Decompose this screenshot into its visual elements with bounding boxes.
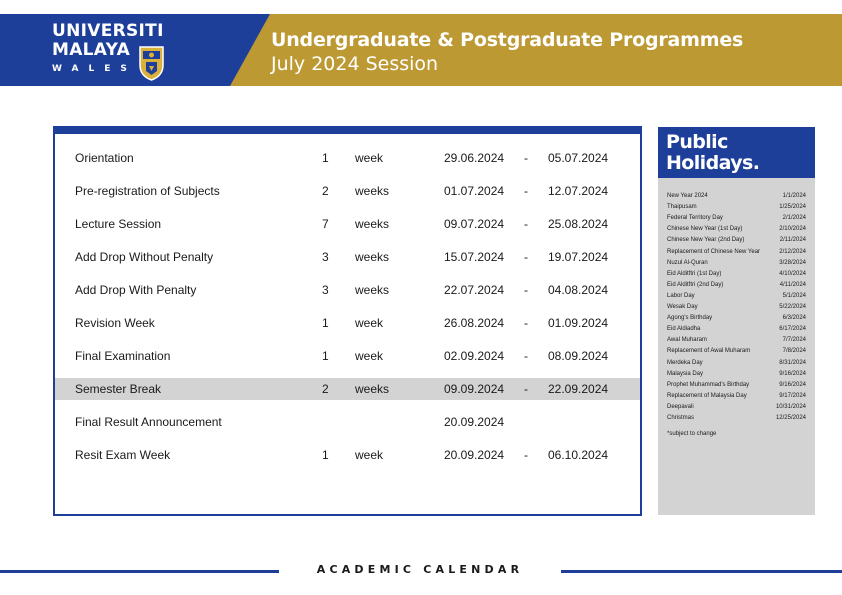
footer-rule-right: [561, 570, 842, 573]
logo-text-wales: WALES: [52, 64, 137, 74]
holiday-date: 4/11/2024: [779, 281, 806, 288]
holiday-date: 12/25/2024: [775, 415, 806, 421]
duration-count: 3: [322, 283, 329, 297]
duration-count: 1: [322, 448, 329, 462]
end-date: 01.09.2024: [548, 316, 609, 330]
duration-unit: weeks: [355, 184, 390, 198]
duration-unit: weeks: [355, 283, 390, 297]
holiday-row: [667, 402, 806, 413]
date-separator: -: [524, 349, 528, 363]
duration-count: 3: [322, 250, 329, 264]
holiday-name: Awal Muharam: [667, 337, 707, 344]
start-date: 29.06.2024: [444, 151, 505, 165]
holiday-date: 1/25/2024: [779, 204, 806, 211]
page-subtitle: July 2024 Session: [271, 53, 439, 75]
activity-name: Add Drop With Penalty: [75, 283, 197, 297]
end-date: 22.09.2024: [548, 382, 609, 396]
holiday-name: Federal Territory Day: [667, 215, 723, 222]
schedule-row: [55, 444, 640, 466]
date-separator: -: [524, 151, 528, 165]
activity-name: Pre-registration of Subjects: [75, 184, 220, 198]
end-date: 05.07.2024: [548, 151, 609, 165]
holiday-name: Replacement of Awal Muharam: [667, 348, 751, 355]
start-date: 20.09.2024: [444, 448, 505, 462]
holiday-name: Replacement of Malaysia Day: [667, 392, 747, 399]
holiday-name: Merdeka Day: [667, 359, 703, 366]
duration-count: 1: [322, 316, 329, 330]
crest-icon: [138, 45, 165, 81]
holiday-row: [667, 202, 806, 213]
holiday-row: [667, 235, 806, 246]
holiday-date: 2/10/2024: [779, 226, 806, 233]
end-date: 12.07.2024: [548, 184, 609, 198]
page-title: Undergraduate & Postgraduate Programmes: [271, 29, 744, 51]
holiday-date: 2/11/2024: [779, 237, 806, 244]
duration-unit: weeks: [355, 382, 390, 396]
activity-name: Orientation: [75, 151, 134, 165]
holiday-row: [667, 247, 806, 258]
holiday-row: [667, 258, 806, 269]
holidays-title-line2: Holidays.: [666, 152, 760, 174]
start-date: 09.09.2024: [444, 382, 505, 396]
start-date: 20.09.2024: [444, 415, 505, 429]
holiday-date: 8/31/2024: [779, 359, 806, 366]
university-logo: [52, 21, 232, 81]
duration-unit: weeks: [355, 250, 390, 264]
holiday-name: Eid Alditftri (2nd Day): [667, 281, 724, 288]
schedule-row: [55, 246, 640, 268]
holiday-row: [667, 291, 806, 302]
activity-name: Semester Break: [75, 382, 162, 396]
end-date: 04.08.2024: [548, 283, 609, 297]
holiday-date: 2/12/2024: [779, 248, 806, 255]
holiday-date: 6/17/2024: [779, 326, 806, 333]
schedule-panel: [53, 126, 642, 516]
duration-count: 2: [322, 184, 329, 198]
schedule-row: [55, 411, 640, 433]
holiday-name: Prophet Muhammad's Birthday: [667, 381, 750, 388]
header-title-block: [271, 28, 743, 76]
holiday-name: Chinese New Year (1st Day): [667, 226, 743, 233]
footer-label: ACADEMIC CALENDAR: [316, 563, 524, 576]
duration-unit: week: [355, 349, 384, 363]
holiday-date: 7/8/2024: [782, 348, 806, 355]
duration-unit: week: [355, 448, 384, 462]
holiday-row: [667, 280, 806, 291]
start-date: 01.07.2024: [444, 184, 505, 198]
logo-text-malaya: MALAYA: [52, 40, 131, 60]
holidays-header: [658, 127, 815, 178]
schedule-row-highlighted: [55, 378, 640, 400]
date-separator: -: [524, 316, 528, 330]
holiday-date: 9/16/2024: [779, 370, 806, 377]
holiday-row: [667, 213, 806, 224]
date-separator: -: [524, 382, 528, 396]
holiday-row: [667, 369, 806, 380]
holiday-name: Replacement of Chinese New Year: [667, 248, 761, 255]
holiday-row: [667, 269, 806, 280]
holiday-date: 6/3/2024: [782, 315, 806, 322]
schedule-row: [55, 180, 640, 202]
holiday-date: 10/31/2024: [775, 403, 806, 410]
header-banner: [0, 14, 842, 86]
holiday-row: [667, 346, 806, 357]
holiday-date: 3/28/2024: [779, 259, 806, 266]
duration-count: 7: [322, 217, 329, 231]
activity-name: Final Result Announcement: [75, 415, 222, 429]
holiday-row: [667, 413, 806, 424]
date-separator: -: [524, 184, 528, 198]
holidays-title: [666, 132, 759, 174]
holiday-row: [667, 358, 806, 369]
holiday-date: 5/1/2024: [782, 292, 806, 299]
duration-count: 1: [322, 151, 329, 165]
start-date: 22.07.2024: [444, 283, 505, 297]
end-date: 06.10.2024: [548, 448, 609, 462]
activity-name: Revision Week: [75, 316, 155, 330]
schedule-row: [55, 213, 640, 235]
date-separator: -: [524, 283, 528, 297]
holidays-note: *subject to change: [667, 431, 717, 437]
activity-name: Final Examination: [75, 349, 171, 363]
end-date: 19.07.2024: [548, 250, 609, 264]
holiday-name: Nuzul Al-Quran: [667, 259, 708, 266]
holiday-date: 4/10/2024: [779, 270, 806, 277]
holiday-date: 9/17/2024: [779, 392, 806, 399]
activity-name: Resit Exam Week: [75, 448, 171, 462]
start-date: 15.07.2024: [444, 250, 505, 264]
holiday-row: [667, 335, 806, 346]
holiday-date: 7/7/2024: [782, 337, 806, 344]
holiday-name: Labor Day: [667, 292, 695, 299]
date-separator: -: [524, 250, 528, 264]
date-separator: -: [524, 217, 528, 231]
start-date: 09.07.2024: [444, 217, 505, 231]
start-date: 26.08.2024: [444, 316, 505, 330]
date-separator: -: [524, 448, 528, 462]
logo-text-universiti: UNIVERSITI: [52, 21, 164, 41]
duration-unit: weeks: [355, 217, 390, 231]
holiday-date: 1/1/2024: [782, 193, 806, 199]
end-date: 08.09.2024: [548, 349, 609, 363]
schedule-row: [55, 147, 640, 169]
holiday-name: Chinese New Year (2nd Day): [667, 237, 745, 244]
holiday-row: [667, 324, 806, 335]
holiday-row: [667, 191, 806, 202]
holiday-name: Wesak Day: [667, 304, 698, 310]
start-date: 02.09.2024: [444, 349, 505, 363]
schedule-row: [55, 279, 640, 301]
holiday-date: 9/16/2024: [779, 381, 806, 388]
duration-unit: week: [355, 151, 384, 165]
holiday-name: Christmas: [667, 415, 695, 421]
holiday-name: Thaipusam: [667, 204, 697, 211]
activity-name: Add Drop Without Penalty: [75, 250, 214, 264]
holiday-name: Eid Aldiadha: [667, 326, 701, 333]
duration-count: 2: [322, 382, 329, 396]
schedule-row: [55, 312, 640, 334]
public-holidays-panel: [658, 127, 815, 515]
holiday-row: [667, 224, 806, 235]
schedule-row: [55, 345, 640, 367]
holiday-date: 5/22/2024: [779, 304, 806, 310]
duration-unit: week: [355, 316, 384, 330]
holiday-row: [667, 391, 806, 402]
end-date: 25.08.2024: [548, 217, 609, 231]
holiday-name: Deepavali: [667, 403, 694, 410]
holiday-name: Eid Alditftri (1st Day): [667, 270, 722, 277]
duration-count: 1: [322, 349, 329, 363]
holiday-name: Malaysia Day: [667, 370, 704, 377]
holiday-name: New Year 2024: [667, 193, 708, 199]
holiday-row: [667, 380, 806, 391]
footer-rule-left: [0, 570, 279, 573]
holiday-row: [667, 313, 806, 324]
holiday-name: Agong's Birthday: [667, 315, 713, 322]
holiday-row: [667, 302, 806, 313]
activity-name: Lecture Session: [75, 217, 162, 231]
holidays-title-line1: Public: [666, 131, 728, 153]
holiday-date: 2/1/2024: [782, 215, 806, 222]
